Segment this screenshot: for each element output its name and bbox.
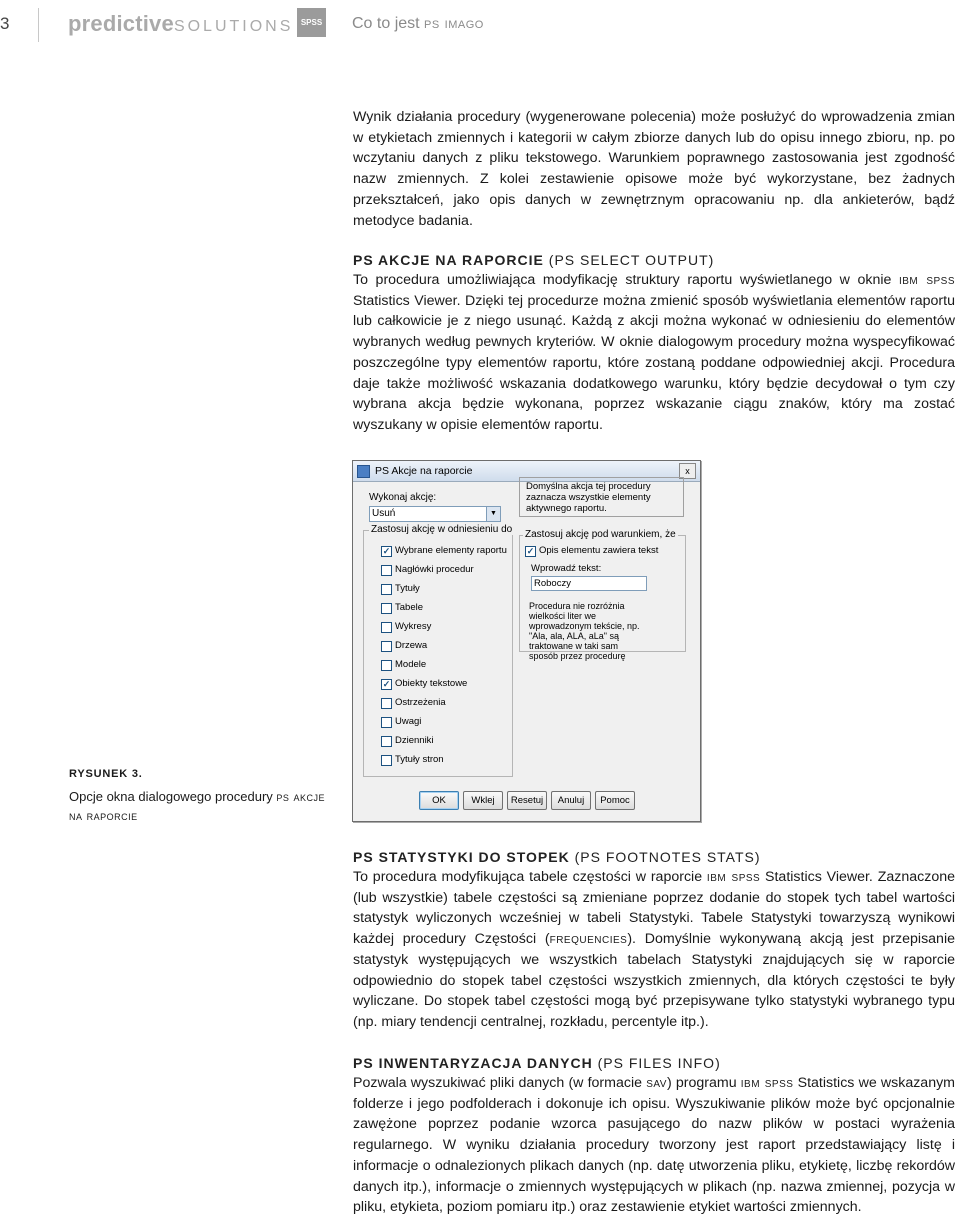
text-run: To procedura modyfikująca tabele częstości w raporcie (353, 869, 707, 885)
heading-text: PS STATYSTYKI DO STOPEK (353, 849, 570, 865)
checkbox-label: Wybrane elementy raportu (395, 545, 507, 556)
checkbox-titles[interactable] (381, 583, 501, 596)
text-run: ). Domyślnie wykonywaną akcją jest przepisanie statystyk występujących we wszystkich tabelach Statystyki znajdujących się w raporcie odpowiednio do stopek tabel częstości wszystkich zmiennych, dla których częstości te były wyliczane. Do stopek tabel częstości mogą być przepisywane tylko statystyki wybranego typu (np. miary tendencji centralnej, rozkładu, percentyle itp.). (353, 931, 955, 1030)
checkbox-box[interactable] (381, 641, 392, 652)
heading-subtext: (PS FOOTNOTES STATS) (574, 849, 761, 865)
checkbox-models[interactable] (381, 659, 501, 672)
close-icon[interactable]: x (679, 463, 696, 479)
text-run: Pozwala wyszukiwać pliki danych (w formacie (353, 1075, 647, 1091)
checkbox-description-contains[interactable] (525, 545, 675, 558)
caption-text: Opcje okna dialogowego procedury (69, 789, 277, 804)
text-run: To procedura umożliwiająca modyfikację struktury raportu wyświetlanego w oknie (353, 272, 899, 288)
spss-badge: SPSS (297, 8, 326, 37)
checkbox-box[interactable]: ✓ (382, 679, 391, 689)
checkbox-selected-elements[interactable] (381, 545, 507, 558)
checkbox-label: Obiekty tekstowe (395, 678, 468, 689)
checkbox-box[interactable] (381, 717, 392, 728)
enter-text-label: Wprowadź tekst: (531, 563, 602, 574)
logo-light: SOLUTIONS (173, 18, 294, 35)
section-akcje-paragraph (353, 270, 955, 436)
app-icon (357, 465, 370, 478)
checkbox-tables[interactable] (381, 602, 501, 615)
heading-text: PS AKCJE NA RAPORCIE (353, 252, 544, 268)
checkbox-procedure-headers[interactable] (381, 564, 501, 577)
section-inwentaryzacja-paragraph (353, 1073, 955, 1218)
checkbox-label: Tytuły (395, 583, 420, 594)
text-run-sc: sav (646, 1075, 667, 1091)
section-statystyki-paragraph (353, 867, 955, 1033)
figure-label: RYSUNEK 3. (69, 768, 143, 780)
text-run-sc: ibm spss (740, 1075, 794, 1091)
checkbox-label: Tabele (395, 602, 423, 613)
checkbox-box[interactable] (381, 584, 392, 595)
checkbox-trees[interactable] (381, 640, 501, 653)
checkbox-box[interactable]: ✓ (526, 546, 535, 556)
heading-text: PS INWENTARYZACJA DANYCH (353, 1055, 593, 1071)
paste-button[interactable]: Wklej (463, 791, 503, 810)
checkbox-charts[interactable] (381, 621, 501, 634)
section-heading-akcje (353, 252, 714, 268)
checkbox-box[interactable] (381, 603, 392, 614)
text-run-sc: frequencies (549, 931, 628, 948)
logo-bold: predictive (68, 11, 174, 36)
checkbox-label: Drzewa (395, 640, 428, 651)
condition-group-title: Zastosuj akcję pod warunkiem, że (525, 529, 676, 540)
checkbox-logs[interactable] (381, 735, 501, 748)
checkbox-notes[interactable] (381, 716, 501, 729)
checkbox-box[interactable] (381, 736, 392, 747)
dialog-window (352, 460, 701, 822)
intro-paragraph: Wynik działania procedury (wygenerowane polecenia) może posłużyć do wprowadzenia zmian w etykietach zmiennych i kategorii w całym zbiorze danych lub do opisu innego zbioru, np. po wczytaniu danych z pliku tekstowego. Warunkiem poprawnego zastosowania jest zgodność nazw zmiennych. Z kolei zestawienie opisowe może być wykorzystane, bez żadnych przekształceń, jako opis danych w zewnętrznym opracowaniu np. dla ankieterów, bądź metodyce badania. (353, 109, 955, 229)
running-header-sc: ps imago (424, 15, 484, 32)
checkbox-box[interactable] (381, 622, 392, 633)
action-select-value: Usuń (372, 508, 396, 519)
brand-logo (68, 11, 293, 37)
case-insensitive-note: Procedura nie rozróżnia wielkości liter we wprowadzonym tekście, np. "Ala, ala, ALA, aLa" są traktowane w taki sam sposób przez procedurę (529, 601, 640, 661)
text-run-sc: ibm spss (898, 272, 955, 288)
heading-subtext: (PS FILES INFO) (597, 1055, 721, 1071)
ok-button[interactable]: OK (419, 791, 459, 810)
checkbox-box[interactable] (381, 755, 392, 766)
heading-subtext: (PS SELECT OUTPUT) (548, 252, 715, 268)
checkbox-warnings[interactable] (381, 697, 501, 710)
caption-sc: ps akcje na raporcie (69, 789, 326, 823)
text-run: Statistics Viewer. Dzięki tej procedurze można zmienić sposób wyświetlania elementów raportu lub całkowicie je z niego usunąć. Każdą z akcji można wykonać w odniesieniu do elementów wybranych według pewnych kryteriów. W oknie dialogowym procedury można wyspecyfikować poszczególne typy elementów raportu, które zostaną poddane odpowiedniej akcji. Procedura daje także możliwość wskazania dodatkowego warunku, który będzie decydował o tym czy wybrana akcja będzie wykonana, poprzez wskazanie ciągu znaków, który ma zostać wyszukany w opisie elementów raportu. (353, 292, 955, 433)
apply-to-group-title: Zastosuj akcję w odniesieniu do (371, 524, 513, 535)
checkbox-page-titles[interactable] (381, 754, 501, 767)
help-button[interactable]: Pomoc (595, 791, 635, 810)
figure-caption (69, 787, 339, 825)
checkbox-label: Opis elementu zawiera tekst (539, 545, 659, 556)
checkbox-label: Tytuły stron (395, 754, 444, 765)
text-run: Statistics we wskazanym folderze i jego podfolderach i dokonuje ich opisu. Wyszukiwanie plików może być opcjonalnie zawężone poprzez podanie wzorca pasującego do nazw plików w postaci wyrażenia regularnego. W wyniku działania procedury tworzony jest raport przedstawiający listę i informacje o odnalezionych plikach danych (np. datę utworzenia pliku, etykietę, liczbę rekordów danych itp.), informacje o zmiennych występujących w plikach (np. nazwa zmiennej, pozycja w pliku, etykieta, poziom pomiaru itp.) oraz zestawienie etykiet wartości zmiennych. (353, 1075, 955, 1216)
cancel-button[interactable]: Anuluj (551, 791, 591, 810)
dialog-title: PS Akcje na raporcie (375, 465, 473, 477)
action-label: Wykonaj akcję: (369, 492, 437, 503)
text-run: ) programu (666, 1075, 741, 1091)
running-header-text: Co to jest (352, 15, 425, 32)
running-header (352, 15, 484, 33)
checkbox-label: Modele (395, 659, 427, 670)
header-divider (38, 8, 39, 42)
action-select[interactable] (369, 506, 501, 522)
checkbox-label: Ostrzeżenia (395, 697, 446, 708)
search-text-input[interactable]: Roboczy (531, 576, 647, 591)
default-action-info: Domyślna akcja tej procedury zaznacza wszystkie elementy aktywnego raportu. (519, 477, 684, 517)
reset-button[interactable]: Resetuj (507, 791, 547, 810)
checkbox-box[interactable] (381, 698, 392, 709)
checkbox-label: Uwagi (395, 716, 422, 727)
checkbox-box[interactable]: ✓ (382, 546, 391, 556)
checkbox-label: Dzienniki (395, 735, 434, 746)
checkbox-text-objects[interactable] (381, 678, 501, 691)
section-heading-statystyki (353, 849, 761, 865)
text-run-sc: ibm spss (706, 869, 761, 885)
section-heading-inwentaryzacja (353, 1055, 721, 1071)
text-run: Statistics Viewer. Zaznaczone (lub wszystkie) tabele częstości są zmieniane poprzez dodanie do stopek tych tabel wartości statystyk wyliczonych wcześniej w tabeli Statystyki. Tabele Statystyki towarzyszą wynikowi każdej procedury Częstości ( (353, 869, 955, 948)
checkbox-box[interactable] (381, 660, 392, 671)
page-number: 3 (0, 14, 10, 33)
checkbox-box[interactable] (381, 565, 392, 576)
checkbox-label: Wykresy (395, 621, 432, 632)
checkbox-label: Nagłówki procedur (395, 564, 474, 575)
chevron-down-icon[interactable]: ▼ (486, 507, 500, 521)
